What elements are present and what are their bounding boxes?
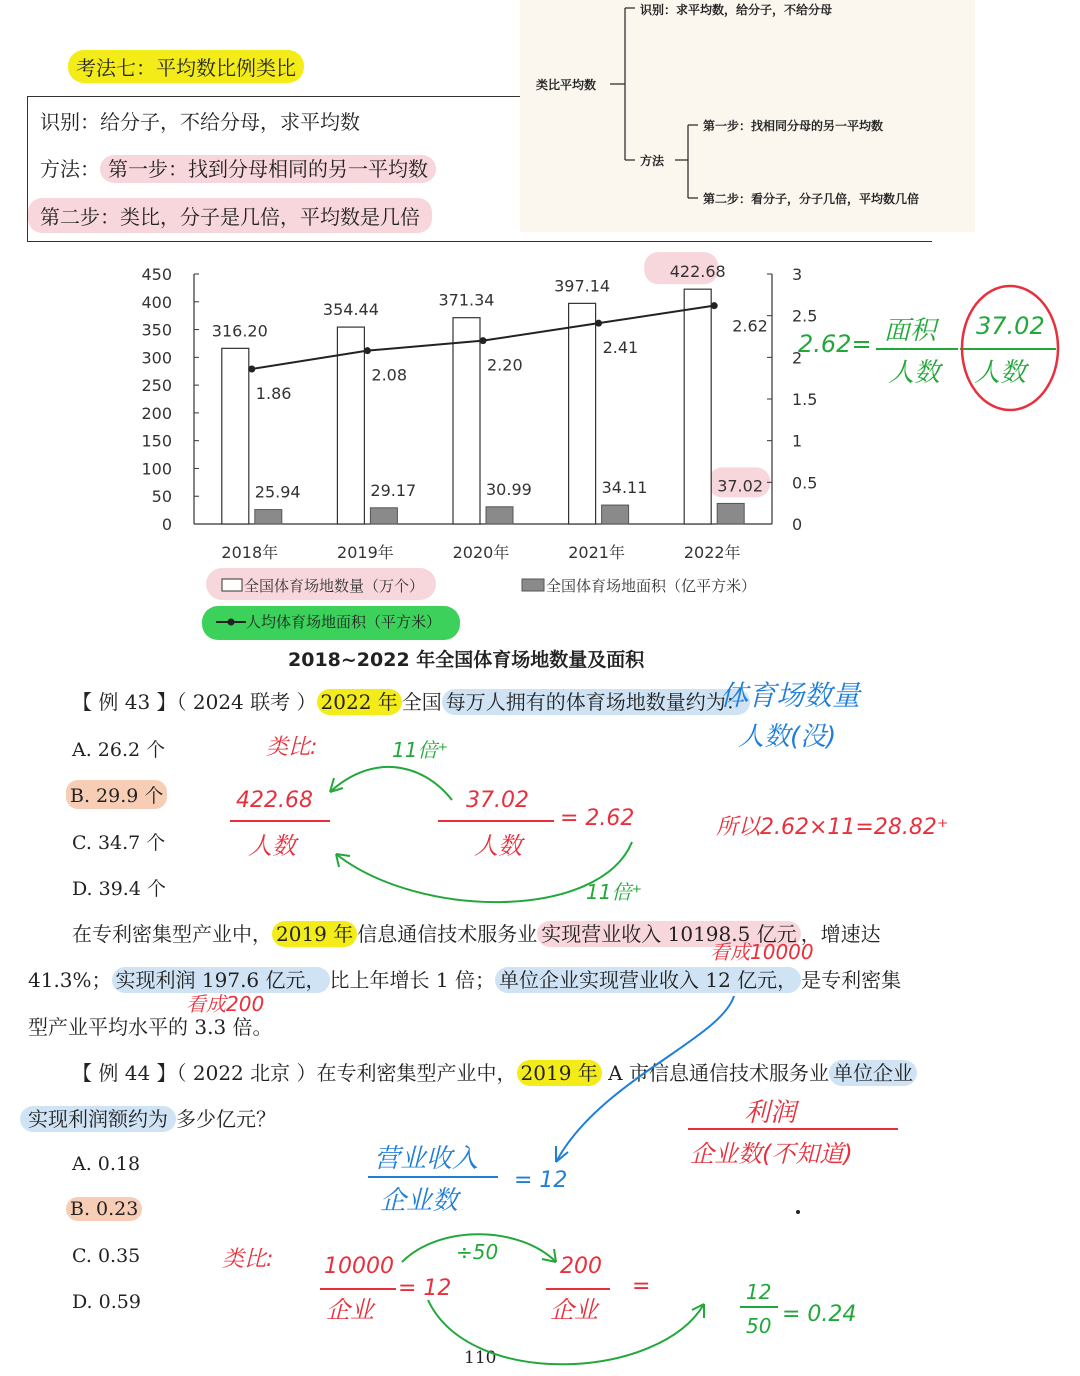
bar-venue-count: [453, 318, 480, 524]
bar-venue-area-label: 37.02: [717, 476, 764, 496]
anno-arrow-11x-top: [330, 767, 452, 800]
anno-times11-top: 11倍⁺: [392, 738, 449, 762]
passage-l1-year: 2019 年: [272, 921, 357, 947]
bar-venue-count-label: 422.68: [669, 262, 726, 282]
bar-venue-area-label: 30.99: [486, 479, 532, 499]
passage-l1-revenue: 实现营业收入 10198.5 亿元: [537, 921, 800, 947]
line-point: [711, 302, 718, 309]
anno-frac-c-num: 10000: [324, 1254, 394, 1279]
line-point-label: 2.62: [732, 316, 768, 336]
y-tick-label-left: 300: [141, 348, 172, 368]
box-line-method-step1: 第一步：找到分母相同的另一平均数: [100, 155, 436, 183]
bar-venue-count-label: 397.14: [554, 276, 611, 296]
mindmap-step2: 第二步：看分子，分子几倍，平均数几倍: [703, 192, 920, 206]
legend-label-area: 全国体育场地面积（亿平方米）: [546, 577, 757, 595]
anno-result: = 0.24: [782, 1302, 857, 1327]
bar-venue-area: [602, 505, 629, 524]
legend-label-venue: 全国体育场地数量（万个）: [244, 577, 425, 595]
passage-l2-c: 是专利密集: [801, 968, 902, 992]
y-tick-label-left: 450: [141, 265, 172, 284]
mindmap-root: 类比平均数: [536, 78, 597, 92]
anno-circled-den: 人数: [974, 358, 1027, 388]
mindmap-step1: 第一步：找相同分母的另一平均数: [703, 119, 884, 133]
anno-frac-b-den: 人数: [474, 832, 522, 860]
anno-analogy-1: 类比:: [266, 735, 318, 760]
legend-swatch-area: [522, 579, 544, 591]
anno-div50: ÷50: [456, 1240, 499, 1264]
q44-stem-line-2: [20, 1103, 276, 1132]
anno-eq-262: = 2.62: [560, 806, 635, 831]
bar-venue-area-label: 25.94: [254, 482, 301, 502]
anno-frac-a-num: 422.68: [236, 788, 313, 813]
passage-l2-a: 41.3%；: [28, 968, 112, 992]
bar-venue-area: [486, 507, 513, 524]
q44-source: （ 2022 北京 ）在专利密集型产业中，: [176, 1061, 517, 1085]
line-point-label: 1.86: [255, 384, 292, 403]
q44-highlight-2: 实现利润额约为: [20, 1106, 176, 1132]
anno-firms-unknown: 企业数(不知道): [690, 1140, 853, 1168]
bar-venue-count: [684, 289, 711, 524]
anno-analogy-2: 类比:: [222, 1247, 274, 1272]
y-tick-label-right: 2.5: [792, 306, 818, 326]
passage-l2-unit-revenue: 单位企业实现营业收入 12 亿元，: [495, 967, 801, 993]
box-line-identify: 识别：给分子，不给分母，求平均数: [40, 110, 360, 134]
anno-dot: [796, 1210, 800, 1214]
y-tick-label-left: 400: [141, 292, 172, 312]
line-point-label: 2.20: [487, 355, 523, 375]
q44-tag: 【 例 44 】: [72, 1061, 177, 1085]
bar-venue-count: [337, 327, 364, 524]
q43-option-b[interactable]: B. 29.9 个: [66, 780, 167, 809]
anno-eq-sign: =: [632, 1274, 651, 1299]
bar-venue-count: [569, 303, 596, 524]
anno-circled-num: 37.02: [976, 312, 1045, 340]
y-tick-label-left: 200: [141, 403, 172, 423]
passage-l1-b: 信息通信技术服务业: [357, 922, 538, 946]
anno-area: 面积: [884, 316, 937, 346]
anno-conclusion: 所以2.62×11=28.82⁺: [716, 815, 949, 840]
q44-mid: A 市信息通信技术服务业: [601, 1061, 829, 1085]
line-point-label: 2.41: [602, 338, 639, 358]
anno-eq-12b: = 12: [398, 1276, 452, 1301]
q44-year: 2019 年: [517, 1060, 602, 1086]
mindmap-identify: 识别：求平均数，给分子，不给分母: [640, 3, 833, 17]
q44-option-b[interactable]: B. 0.23: [66, 1197, 142, 1221]
y-tick-label-left: 0: [161, 515, 172, 534]
anno-frac-d-num: 200: [560, 1254, 602, 1279]
passage-l2-b: 比上年增长 1 倍；: [329, 968, 495, 992]
bar-venue-area-label: 29.17: [370, 480, 417, 500]
q43-option-a[interactable]: A. 26.2 个: [72, 739, 166, 761]
y-tick-label-right: 3: [792, 265, 803, 284]
q43-highlight: 每万人拥有的体育场地数量约为：: [442, 689, 750, 715]
line-point: [595, 320, 602, 327]
page-number: 110: [464, 1348, 497, 1368]
anno-arrow-11x-top-head: [330, 778, 343, 792]
anno-revenue-bar: [368, 1176, 498, 1178]
anno-revenue: 营业收入: [374, 1144, 479, 1174]
bar-venue-area-label: 34.11: [601, 478, 648, 498]
bar-venue-area: [717, 503, 744, 524]
bar-venue-count-label: 371.34: [438, 290, 495, 310]
anno-frac-e-num: 12: [746, 1280, 772, 1304]
anno-frac-d-den: 企业: [550, 1296, 598, 1324]
anno-arrow-blue-head: [556, 1146, 568, 1162]
box-line-step2: 第二步：类比，分子是几倍，平均数是几倍: [28, 198, 432, 233]
anno-firms: 企业数: [380, 1186, 459, 1216]
passage-l1-c: ，增速达: [800, 922, 881, 946]
y-tick-label-left: 150: [141, 431, 172, 451]
q44-highlight-1: 单位企业: [829, 1060, 917, 1086]
x-tick-label: 2019年: [337, 543, 394, 562]
q43-year: 2022 年: [317, 689, 402, 715]
y-tick-label-right: 0.5: [792, 473, 818, 493]
mindmap-method: 方法: [640, 154, 665, 168]
anno-frac-bar-2: [960, 348, 1056, 350]
bar-venue-area: [255, 510, 282, 524]
q44-stem-line-1: [72, 1057, 917, 1086]
q44-option-c[interactable]: C. 0.35: [72, 1245, 141, 1267]
anno-times11-bottom: 11倍⁺: [586, 880, 643, 904]
y-tick-label-right: 2: [792, 348, 803, 368]
q43-option-d[interactable]: D. 39.4 个: [72, 878, 166, 900]
y-tick-label-right: 1.5: [792, 390, 818, 409]
bar-venue-count-label: 354.44: [322, 300, 379, 320]
bar-venue-area: [370, 508, 397, 524]
y-tick-label-left: 100: [141, 459, 172, 479]
legend-swatch-percap-dot: [228, 619, 235, 626]
passage-l1-a: 在专利密集型产业中，: [72, 922, 272, 946]
legend-swatch-venue: [222, 579, 242, 591]
anno-profit-bar: [688, 1128, 898, 1130]
anno-frac-a-den: 人数: [248, 832, 296, 860]
y-tick-label-right: 0: [792, 515, 803, 534]
line-point: [480, 337, 487, 344]
line-point: [248, 366, 255, 373]
anno-venue-count: 体育场数量: [720, 679, 861, 712]
line-point-label: 2.08: [371, 365, 408, 385]
anno-frac-b-bar: [438, 820, 554, 822]
anno-seen-200: 看成200: [186, 992, 265, 1016]
anno-frac-bar-1: [876, 348, 958, 350]
anno-people-none: 人数(没): [738, 722, 837, 752]
q43-stem: [72, 686, 750, 715]
line-point: [364, 347, 371, 354]
anno-frac-e-bar: [740, 1306, 778, 1308]
y-tick-label-right: 1: [792, 431, 803, 451]
anno-frac-c-den: 企业: [326, 1296, 374, 1324]
anno-arrow-div50-head: [542, 1249, 556, 1262]
method-title: 考法七：平均数比例类比: [68, 50, 304, 83]
q43-option-c[interactable]: C. 34.7 个: [72, 832, 166, 854]
q43-mid: 全国: [401, 690, 442, 714]
y-tick-label-left: 350: [141, 320, 172, 340]
anno-arrow-11x-bottom-head: [336, 854, 350, 867]
q44-option-d[interactable]: D. 0.59: [72, 1291, 141, 1313]
mindmap-panel: [520, 0, 975, 232]
anno-frac-e-den: 50: [746, 1314, 772, 1338]
bar-venue-count-label: 316.20: [211, 321, 268, 341]
q43-tag: 【 例 43 】: [72, 690, 177, 714]
passage-line-2: [28, 964, 901, 993]
passage-l2-profit: 实现利润 197.6 亿元，: [112, 967, 330, 993]
anno-arrow-result-head: [692, 1304, 704, 1318]
y-tick-label-left: 250: [141, 376, 172, 396]
box-line-method-prefix: 方法：: [40, 157, 100, 181]
anno-seen-10000: 看成10000: [710, 940, 814, 964]
anno-profit: 利润: [744, 1098, 797, 1128]
anno-people: 人数: [888, 358, 941, 388]
x-tick-label: 2018年: [221, 543, 279, 562]
anno-frac-a-bar: [230, 820, 330, 822]
legend-label-percap: 人均体育场地面积（平方米）: [246, 613, 442, 631]
chart-title: 2018~2022 年全国体育场地数量及面积: [288, 649, 645, 671]
q43-source: （ 2024 联考 ）: [176, 690, 317, 714]
q44-option-a[interactable]: A. 0.18: [72, 1153, 141, 1175]
x-tick-label: 2021年: [568, 543, 625, 562]
bar-venue-count: [222, 348, 249, 524]
anno-frac-b-num: 37.02: [466, 788, 529, 813]
x-tick-label: 2020年: [452, 543, 510, 562]
q44-end: 多少亿元？: [176, 1107, 276, 1131]
x-tick-label: 2022年: [683, 543, 741, 562]
anno-formula-lhs: 2.62=: [798, 330, 872, 358]
y-tick-label-left: 50: [151, 487, 172, 507]
box-line-method: [40, 153, 436, 182]
passage-line-3: 型产业平均水平的 3.3 倍。: [28, 1015, 273, 1039]
anno-eq-12: = 12: [514, 1168, 568, 1193]
